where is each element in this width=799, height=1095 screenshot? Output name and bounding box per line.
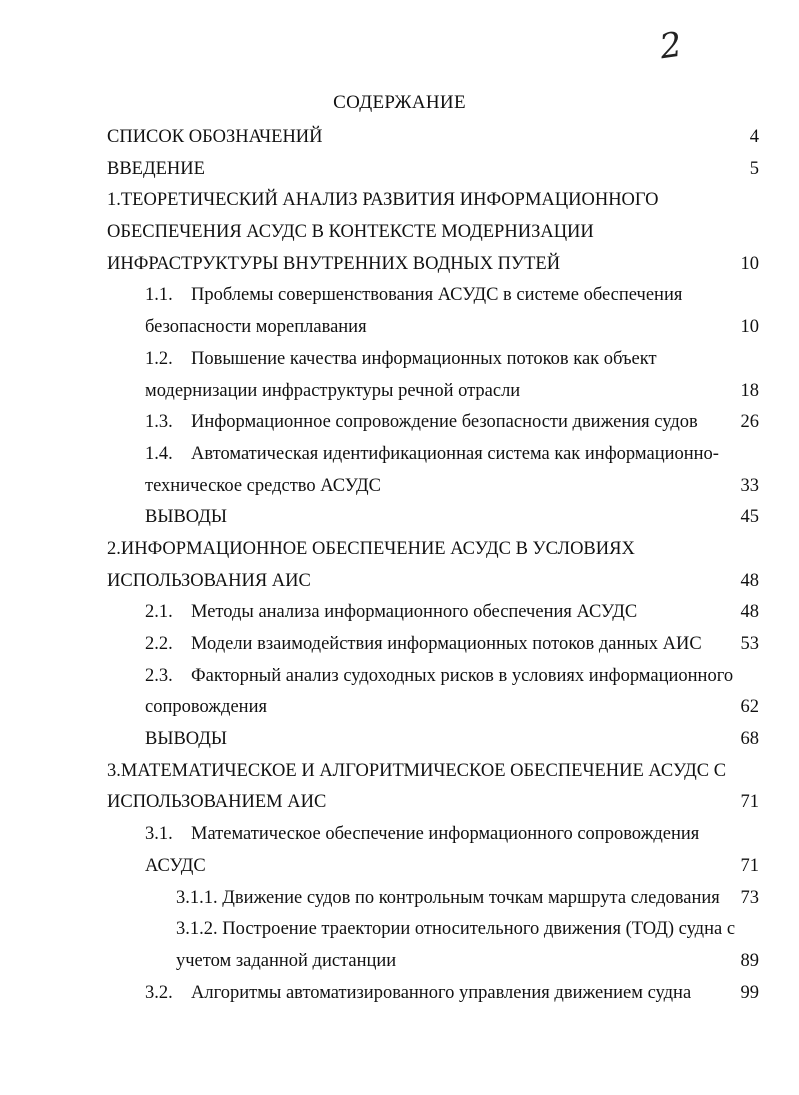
toc-entry-title: Алгоритмы автоматизированного управления движением судна: [191, 982, 692, 1003]
toc-entry-title: ВЫВОДЫ: [145, 507, 228, 528]
toc-entry-number: 3.1.: [145, 824, 173, 845]
toc-row: [0, 978, 799, 1010]
toc-row: [0, 534, 799, 566]
toc-page-number: 18: [740, 380, 759, 401]
toc-page-number: 62: [740, 697, 759, 718]
toc-entry-text: [176, 883, 720, 915]
toc-entry-title: 3.1.1. Движение судов по контрольным точкам маршрута следования: [176, 887, 720, 908]
toc-entry-title: Факторный анализ судоходных рисков в условиях информационного: [191, 665, 734, 686]
toc-entry-title: сопровождения: [145, 697, 267, 718]
toc-row: [0, 851, 799, 883]
toc-row: [0, 946, 799, 978]
page-title: СОДЕРЖАНИЕ: [333, 92, 466, 113]
toc-entry-title: ИСПОЛЬЗОВАНИЯ АИС: [107, 570, 311, 591]
toc-entry-title: безопасности мореплавания: [145, 317, 367, 338]
toc-entry-title: Модели взаимодействия информационных потоков данных АИС: [191, 634, 702, 654]
toc-page-number: 4: [749, 127, 759, 147]
toc-page-number: 71: [740, 855, 759, 876]
toc-entry-text: [145, 724, 227, 756]
toc-row: [0, 787, 799, 819]
toc-page-number: 99: [740, 982, 759, 1003]
toc-entry-number: 1.3.: [145, 412, 173, 433]
toc-entry-title: СПИСОК ОБОЗНАЧЕНИЙ: [107, 127, 323, 147]
toc-entry-title: Методы анализа информационного обеспечения АСУДС: [191, 602, 638, 623]
toc-row: [0, 502, 799, 534]
toc-entry-title: Проблемы совершенствования АСУДС в системе обеспечения: [191, 285, 683, 306]
toc-entry-text: [145, 629, 702, 661]
toc-entry-text: [107, 185, 659, 217]
toc-entry-number: 1.2.: [145, 348, 173, 369]
toc-entry-title: Информационное сопровождение безопасности движения судов: [191, 412, 698, 433]
toc-entry-title: 2.ИНФОРМАЦИОННОЕ ОБЕСПЕЧЕНИЕ АСУДС В УСЛОВИЯХ: [107, 538, 635, 559]
toc-entry-text: [145, 661, 733, 693]
toc-page-number: 68: [740, 729, 759, 750]
toc-entry-text: [145, 344, 657, 376]
toc-entry-text: [176, 914, 735, 946]
toc-entry-text: [107, 217, 594, 249]
toc-entry-title: 1.ТЕОРЕТИЧЕСКИЙ АНАЛИЗ РАЗВИТИЯ ИНФОРМАЦИОННОГО: [107, 190, 659, 211]
toc-row: [0, 756, 799, 788]
toc-entry-text: [145, 851, 206, 883]
toc-row: [0, 185, 799, 217]
toc-row: [0, 692, 799, 724]
toc-row: [0, 883, 799, 915]
toc-entry-title: учетом заданной дистанции: [176, 950, 397, 971]
toc-row: [0, 217, 799, 249]
toc-row: [0, 819, 799, 851]
toc-page-number: 48: [740, 602, 759, 623]
toc-entry-number: 2.3.: [145, 665, 173, 686]
toc-entry-text: [145, 407, 698, 439]
toc-row: [0, 312, 799, 344]
toc-entry-title: ОБЕСПЕЧЕНИЯ АСУДС В КОНТЕКСТЕ МОДЕРНИЗАЦИИ: [107, 222, 594, 243]
toc-entry-text: [107, 249, 560, 281]
toc-row: [0, 566, 799, 598]
toc-entry-text: [145, 819, 699, 851]
toc-row: [0, 280, 799, 312]
toc-entry-text: [145, 692, 267, 724]
toc-entry-text: [107, 787, 326, 819]
toc-entry-title: 3.1.2. Построение траектории относительного движения (ТОД) судна с: [176, 919, 736, 940]
toc-row: [0, 914, 799, 946]
toc-entry-number: 1.4.: [145, 443, 173, 464]
toc-entry-text: [145, 376, 520, 408]
toc-page-number: 5: [749, 158, 759, 179]
toc-row: [0, 597, 799, 629]
toc-row: [0, 661, 799, 693]
toc-page-number: 10: [740, 317, 759, 338]
toc-entry-text: [145, 597, 637, 629]
toc-entry-text: [107, 756, 726, 788]
toc-row: [0, 629, 799, 661]
toc-entry-title: Автоматическая идентификационная система как информационно-: [191, 443, 719, 464]
toc-page-number: 33: [740, 475, 759, 496]
toc-page-number: 53: [740, 634, 759, 654]
toc-row: [0, 344, 799, 376]
toc-entry-text: [107, 122, 323, 154]
toc-row: [0, 471, 799, 503]
toc-entry-title: техническое средство АСУДС: [145, 475, 381, 496]
toc-entry-text: [145, 280, 682, 312]
toc-entry-text: [145, 312, 367, 344]
toc-row: [0, 376, 799, 408]
toc-entry-title: АСУДС: [145, 855, 206, 876]
toc-entry-number: 3.2.: [145, 982, 173, 1003]
toc-page-number: 73: [740, 887, 759, 908]
toc-page-number: 45: [740, 507, 759, 528]
toc-page-number: 26: [740, 412, 759, 433]
toc-entry-title: 3.МАТЕМАТИЧЕСКОЕ И АЛГОРИТМИЧЕСКОЕ ОБЕСПЕЧЕНИЕ АСУДС С: [107, 760, 727, 781]
toc-row: [0, 249, 799, 281]
toc-entry-number: 2.1.: [145, 602, 173, 623]
toc-row: [0, 724, 799, 756]
toc-entry-number: 2.2.: [145, 634, 173, 654]
table-of-contents: [0, 122, 799, 1009]
toc-entry-title: ИНФРАСТРУКТУРЫ ВНУТРЕННИХ ВОДНЫХ ПУТЕЙ: [107, 253, 561, 274]
toc-entry-text: [145, 439, 719, 471]
toc-entry-title: Математическое обеспечение информационного сопровождения: [191, 824, 700, 845]
toc-entry-text: [176, 946, 396, 978]
toc-page-number: 48: [740, 570, 759, 591]
toc-entry-title: модернизации инфраструктуры речной отрасли: [145, 380, 521, 401]
toc-entry-title: Повышение качества информационных потоков как объект: [191, 348, 657, 369]
toc-page-number: 10: [740, 253, 759, 274]
toc-entry-title: ВЫВОДЫ: [145, 729, 228, 750]
toc-row: [0, 122, 799, 154]
toc-entry-text: [107, 566, 311, 598]
handwritten-page-number: 2: [657, 24, 685, 68]
toc-entry-text: [107, 534, 635, 566]
toc-entry-title: ВВЕДЕНИЕ: [107, 158, 205, 179]
toc-row: [0, 154, 799, 186]
toc-entry-text: [145, 978, 691, 1010]
toc-row: [0, 439, 799, 471]
toc-entry-text: [107, 154, 205, 186]
toc-row: [0, 407, 799, 439]
toc-entry-title: ИСПОЛЬЗОВАНИЕМ АИС: [107, 792, 327, 813]
toc-entry-text: [145, 502, 227, 534]
toc-entry-text: [145, 471, 381, 503]
toc-page-number: 89: [740, 950, 759, 971]
toc-entry-number: 1.1.: [145, 285, 173, 306]
toc-page-number: 71: [740, 792, 759, 813]
